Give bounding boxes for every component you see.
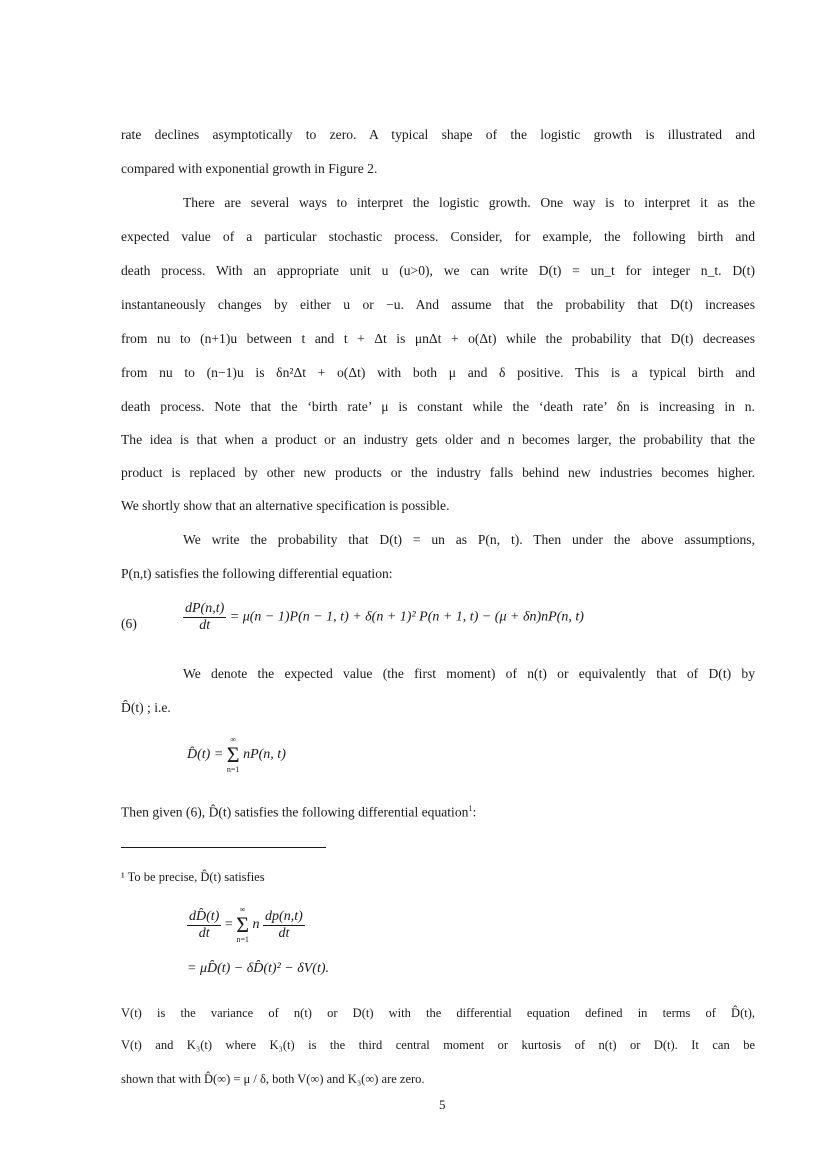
footnote-equation-line1: $\frac{dD̂(t)}{dt}$ = ∞ Σ n=1 n $\frac{dp(n,t)}{dt}$ bbox=[189, 905, 303, 944]
paragraph1-line1: rate declines asymptotically to zero. A typical shape of the logistic growth is illustrated and bbox=[121, 127, 755, 142]
footnote-lhs-numerator: dD̂(t) bbox=[189, 908, 220, 924]
paragraph4-line2: D̂(t) ; i.e. bbox=[121, 700, 171, 715]
paragraph2-line1: There are several ways to interpret the logistic growth. One way is to interpret it as the bbox=[183, 195, 755, 210]
paragraph2-line2: expected value of a particular stochastic process. Consider, for example, the following birth and bbox=[121, 229, 755, 244]
sum-lower-limit: n=1 bbox=[226, 765, 240, 774]
footnote-mark: 1 bbox=[468, 804, 473, 813]
footnote-rhs-numerator: dp(n,t) bbox=[265, 908, 303, 924]
equation-number: (6) bbox=[121, 616, 137, 631]
footnote-line3: shown that with D̂(∞) = μ / δ, both V(∞) and K₃(∞) are zero. bbox=[121, 1072, 425, 1086]
paragraph2-line5: from nu to (n+1)u between t and t + Δt is μnΔt + o(Δt) while the probability that D(t) decreases bbox=[121, 331, 755, 346]
paragraph1-line2: compared with exponential growth in Figure 2. bbox=[121, 161, 378, 176]
paragraph2-line6: from nu to (n−1)u is δn²Δt + o(Δt) with both μ and δ positive. This is a typical birth and bbox=[121, 365, 755, 380]
equation-6-lhs-numerator: dP(n,t) bbox=[185, 601, 225, 616]
paragraph2-line7: death process. Note that the ‘birth rate’ μ is constant while the ‘death rate’ δn is increasing in n. bbox=[121, 399, 755, 414]
footnote-sum-lower-limit: n=1 bbox=[236, 935, 249, 944]
paragraph2-line9: product is replaced by other new products or the industry falls behind new industries becomes higher. bbox=[121, 465, 755, 480]
paragraph3-line2: P(n,t) satisfies the following differential equation: bbox=[121, 566, 393, 581]
paragraph2-line3: death process. With an appropriate unit u (u>0), we can write D(t) = un_t for integer n_t. D(t) bbox=[121, 263, 755, 278]
footnote-rhs-denominator: dt bbox=[278, 925, 290, 941]
paragraph2-line4: instantaneously changes by either u or −u. And assume that the probability that D(t) increases bbox=[121, 297, 755, 312]
paragraph3-line1: We write the probability that D(t) = un as P(n, t). Then under the above assumptions, bbox=[183, 532, 755, 547]
equation-6-rhs: = μ(n − 1)P(n − 1, t) + δ(n + 1)² P(n + 1, t) − (μ + δn)nP(n, t) bbox=[229, 609, 584, 625]
footnote-separator bbox=[121, 847, 326, 848]
footnote-sum-upper-limit: ∞ bbox=[239, 905, 246, 914]
expectation-lhs: D̂(t) = bbox=[187, 747, 224, 763]
footnote-intro: ¹ To be precise, D̂(t) satisfies bbox=[121, 870, 265, 884]
paragraph2-line8: The idea is that when a product or an industry gets older and n becomes larger, the probability that the bbox=[121, 432, 755, 447]
footnote-rhs bbox=[263, 909, 305, 942]
expectation-rhs: nP(n, t) bbox=[243, 747, 286, 763]
paragraph5-text-end: : bbox=[472, 804, 477, 820]
footnote-lhs bbox=[187, 909, 221, 942]
footnote-line2: V(t) and K₃(t) where K₃(t) is the third central moment or kurtosis of n(t) or D(t). It can be bbox=[121, 1038, 755, 1052]
footnote-summation-symbol: ∞ Σ n=1 bbox=[236, 905, 250, 944]
footnote-equation-line2: = μD̂(t) − δD̂(t)² − δV(t). bbox=[187, 961, 329, 976]
paragraph5-line1 bbox=[121, 801, 755, 821]
paragraph2-line10: We shortly show that an alternative specification is possible. bbox=[121, 498, 450, 513]
paragraph4-line1: We denote the expected value (the first moment) of n(t) or equivalently that of D(t) by bbox=[183, 666, 755, 681]
summation-symbol: ∞ Σ n=1 bbox=[226, 735, 240, 774]
footnote-lhs-denominator: dt bbox=[198, 925, 210, 941]
sum-upper-limit: ∞ bbox=[230, 735, 237, 744]
page-number: 5 bbox=[439, 1097, 446, 1112]
equation-6 bbox=[183, 601, 584, 634]
paragraph5-text: Then given (6), D̂(t) satisfies the following differential equation bbox=[121, 804, 469, 820]
equation-6-lhs-denominator: dt bbox=[199, 618, 211, 633]
expectation-equation bbox=[187, 735, 286, 775]
equation-6-lhs bbox=[183, 601, 226, 634]
footnote-line1: V(t) is the variance of n(t) or D(t) with the differential equation defined in terms of D̂(t), bbox=[121, 1006, 755, 1020]
